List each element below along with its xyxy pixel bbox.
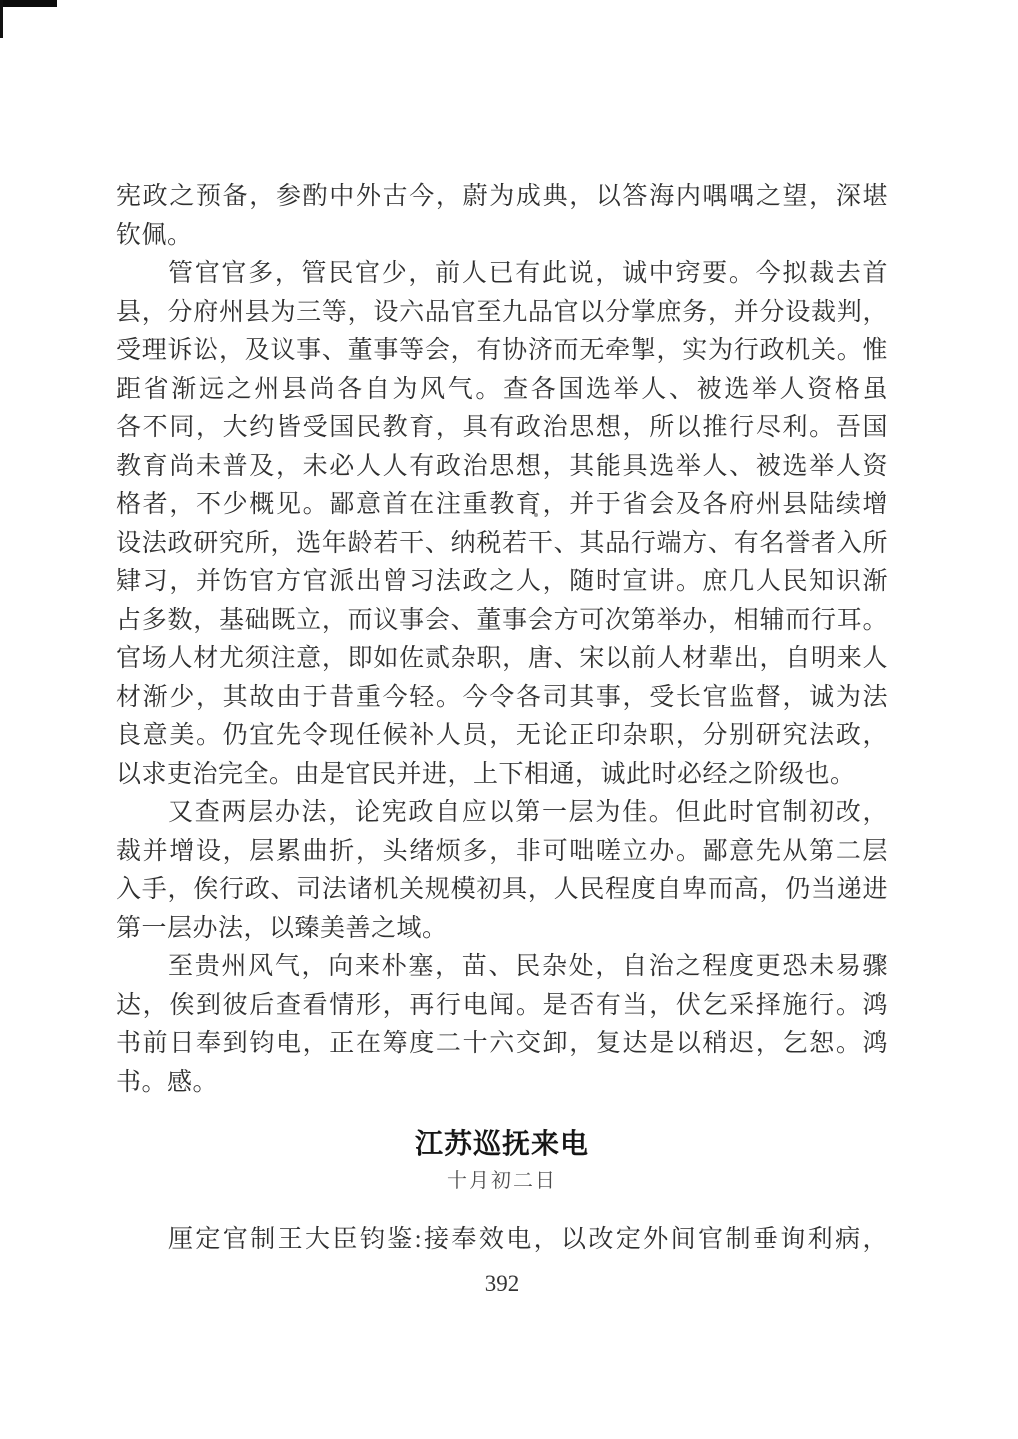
text-line: 钦佩。 (116, 221, 193, 249)
text-line: 裁并增设，层累曲折，头绪烦多，非可咄嗟立办。鄙意先从第二层 (116, 837, 888, 865)
text-line: 入手，俟行政、司法诸机关规模初具，人民程度自卑而高，仍当递进 (116, 876, 888, 903)
text-line: 书前日奉到钧电，正在筹度二十六交卸，复达是以稍迟，乞恕。鸿 (116, 1030, 888, 1057)
paragraph (116, 178, 888, 255)
text-line: 材渐少，其故由于昔重今轻。今令各司其事，受长官监督，诚为法 (116, 683, 888, 711)
text-line: 距省渐远之州县尚各自为风气。查各国选举人、被选举人资格虽 (116, 375, 888, 403)
text-line: 第一层办法，以臻美善之域。 (116, 914, 448, 942)
text-line: 教育尚未普及，未必人人有政治思想，其能具选举人、被选举人资 (116, 452, 888, 480)
section-date: 十月初二日 (447, 1170, 557, 1192)
text-line: 占多数，基础既立，而议事会、董事会方可次第举办，相辅而行耳。 (116, 606, 888, 634)
text-line: 管官官多，管民官少，前人已有此说，诚中窍要。今拟裁去首 (168, 260, 888, 287)
paragraph (116, 255, 888, 794)
scan-artifact-top-bar (0, 0, 57, 7)
paragraph (116, 1221, 888, 1260)
text-line: 官场人材尤须注意，即如佐贰杂职，唐、宋以前人材辈出，自明来人 (116, 645, 888, 672)
text-line: 各不同，大约皆受国民教育，具有政治思想，所以推行尽利。吾国 (116, 414, 888, 441)
text-line: 受理诉讼，及议事、董事等会，有协济而无牵掣，实为行政机关。惟 (116, 337, 888, 364)
body-text-after (116, 1221, 888, 1260)
text-line: 至贵州风气，向来朴塞，苗、民杂处，自治之程度更恐未易骤 (168, 953, 888, 980)
text-line: 达，俟到彼后查看情形，再行电闻。是否有当，伏乞采择施行。鸿 (116, 991, 888, 1019)
text-line: 厘定官制王大臣钧鉴:接奉效电，以改定外间官制垂询利病， (168, 1226, 888, 1253)
text-line: 良意美。仍宜先令现任候补人员，无论正印杂职，分别研究法政， (116, 722, 888, 749)
text-line: 设法政研究所，选年龄若干、纳税若干、其品行端方、有名誉者入所 (116, 529, 888, 557)
text-line: 肄习，并饬官方官派出曾习法政之人，随时宣讲。庶几人民知识渐 (116, 568, 888, 595)
section-title: 江苏巡抚来电 (414, 1129, 589, 1160)
text-line: 书。感。 (116, 1068, 219, 1096)
paragraph (116, 794, 888, 948)
body-text-main (116, 178, 888, 1102)
text-line: 格者，不少概见。鄙意首在注重教育，并于省会及各府州县陆续增 (116, 491, 888, 518)
paragraph (116, 948, 888, 1102)
page-number: 392 (484, 1271, 520, 1296)
text-line: 又查两层办法，论宪政自应以第一层为佳。但此时官制初改， (168, 799, 888, 826)
scan-artifact-left-strip (0, 0, 3, 38)
text-line: 县，分府州县为三等，设六品官至九品官以分掌庶务，并分设裁判， (116, 298, 888, 326)
text-line: 宪政之预备，参酌中外古今，蔚为成典，以答海内喁喁之望，深堪 (116, 183, 888, 210)
text-line: 以求吏治完全。由是官民并进，上下相通，诚此时必经之阶级也。 (116, 760, 856, 788)
